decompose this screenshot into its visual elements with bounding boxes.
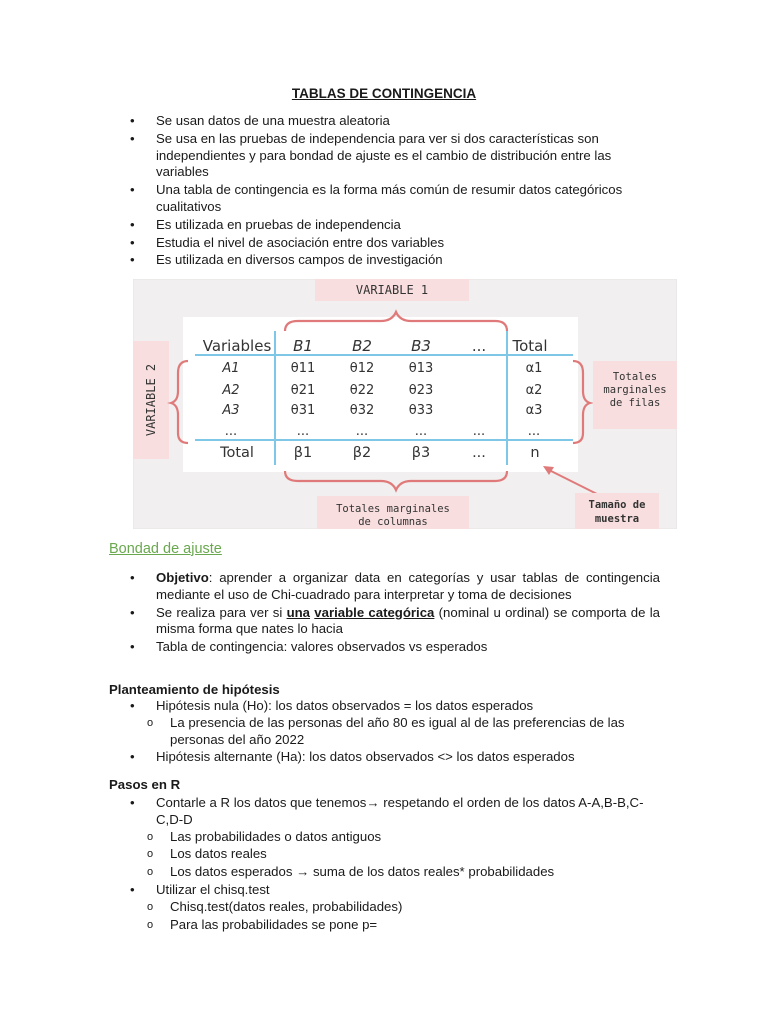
cell-alpha3: α3 xyxy=(525,403,543,418)
cell-theta21: θ21 xyxy=(290,383,316,398)
bullet-icon: • xyxy=(130,130,135,146)
bullet-icon: • xyxy=(130,182,135,198)
cell-dots-1: ... xyxy=(296,424,310,439)
hipotesis-bullet-list xyxy=(130,698,660,767)
bullet-icon: • xyxy=(130,639,135,655)
list-item: • Se usa en las pruebas de independencia para ver si dos características son independientes y para bondad de ajuste es el cambio de distribución entre las variables xyxy=(130,130,612,180)
bullet-icon: • xyxy=(130,216,135,232)
row-label-a2: A2 xyxy=(222,383,240,398)
list-item: • Hipótesis nula (Ho): los datos observados = los datos esperados o La presencia de las personas del año 80 es igual al de las preferencias de las personas del año 2022 xyxy=(130,698,660,748)
bullet-icon: • xyxy=(130,749,135,765)
bullet-icon: • xyxy=(130,795,135,810)
intro-bullet-list xyxy=(130,113,660,270)
bondad-heading: Bondad de ajuste xyxy=(109,541,222,557)
total-row-label: Total xyxy=(220,445,254,461)
list-item: o Los datos esperados → suma de los datos reales* probabilidades xyxy=(147,864,555,880)
cell-dots-3: ... xyxy=(414,424,428,439)
cell-alpha1: α1 xyxy=(525,361,543,376)
row-margins-label-line1: Totales xyxy=(612,371,658,383)
bullet-icon: • xyxy=(130,252,135,268)
sub-bullet-icon: o xyxy=(147,848,154,861)
cell-theta23: θ23 xyxy=(408,383,434,398)
sample-size-label-line1: Tamaño de xyxy=(588,499,646,511)
cell-n: n xyxy=(530,445,540,461)
sub-bullet-icon: o xyxy=(147,866,154,879)
header-b3: B3 xyxy=(411,337,431,355)
cell-theta31: θ31 xyxy=(290,403,316,418)
list-item: • Objetivo: aprender a organizar data en categorías y usar tablas de contingencia mediante el uso de Chi-cuadrado para interpretar y toma de decisiones xyxy=(130,570,660,602)
cell-theta33: θ33 xyxy=(408,403,434,418)
row-margins-label-line2: marginales xyxy=(603,384,667,396)
hipotesis-sub-list xyxy=(130,715,660,749)
header-total: Total xyxy=(512,337,548,355)
list-item: • Es utilizada en pruebas de independencia xyxy=(130,216,401,232)
header-b2: B2 xyxy=(352,337,372,355)
variable1-label: VARIABLE 1 xyxy=(355,283,429,297)
pasos-sub-list-1 xyxy=(130,829,660,881)
list-item: o Los datos reales xyxy=(147,846,267,862)
header-dots: ... xyxy=(471,337,487,355)
row-label-dots: ... xyxy=(224,424,238,439)
bullet-icon: • xyxy=(130,570,135,585)
sub-bullet-icon: o xyxy=(147,716,154,729)
variable-categorica-emphasis: variable categórica xyxy=(314,604,435,620)
cell-theta11: θ11 xyxy=(290,361,316,376)
list-item: • Utilizar el chisq.test o Chisq.test(datos reales, probabilidades) o Para las probabilidades se pone p= xyxy=(130,882,660,933)
pasos-bullet-list xyxy=(130,795,660,934)
list-item: o Para las probabilidades se pone p= xyxy=(147,916,378,932)
objetivo-label: Objetivo xyxy=(156,570,209,585)
variable2-label: VARIABLE 2 xyxy=(144,363,158,437)
sub-bullet-icon: o xyxy=(147,918,154,931)
list-item: • Estudia el nivel de asociación entre dos variables xyxy=(130,234,445,250)
bullet-icon: • xyxy=(130,698,135,713)
list-item: • Es utilizada en diversos campos de investigación xyxy=(130,252,443,268)
list-item: o La presencia de las personas del año 80 es igual al de las preferencias de las personas del año 2022 xyxy=(147,714,625,747)
row-label-a3: A3 xyxy=(222,403,240,418)
sample-size-label-line2: muestra xyxy=(594,513,640,525)
cell-dots-5: ... xyxy=(527,424,541,439)
list-item: • Se realiza para ver si una variable categórica (nominal u ordinal) se comporta de la misma forma que nates lo hacia xyxy=(130,604,660,637)
bullet-icon: • xyxy=(130,604,135,620)
list-item: • Se usan datos de una muestra aleatoria xyxy=(130,113,390,128)
cell-theta22: θ22 xyxy=(349,383,375,398)
cell-theta12: θ12 xyxy=(349,361,375,376)
bullet-icon: • xyxy=(130,234,135,250)
total-row-dots: ... xyxy=(472,445,486,461)
sample-size-arrow xyxy=(547,469,603,497)
cell-theta13: θ13 xyxy=(408,361,434,376)
list-item: o Chisq.test(datos reales, probabilidades) xyxy=(147,898,403,914)
cell-alpha2: α2 xyxy=(525,383,543,398)
list-item: • Hipótesis alternante (Ha): los datos observados <> los datos esperados xyxy=(130,749,575,765)
contingency-table-diagram xyxy=(133,279,677,529)
bondad-bullet-list xyxy=(130,570,660,657)
row-label-a1: A1 xyxy=(222,361,240,376)
bottom-brace xyxy=(285,471,507,490)
cell-dots-2: ... xyxy=(355,424,369,439)
pasos-heading: Pasos en R xyxy=(109,777,181,792)
cell-beta2: β2 xyxy=(352,445,372,461)
cell-beta1: β1 xyxy=(293,445,313,461)
cell-beta3: β3 xyxy=(411,445,431,461)
bullet-icon: • xyxy=(130,113,135,128)
page-title: TABLAS DE CONTINGENCIA xyxy=(291,86,477,101)
col-margins-label-line2: de columnas xyxy=(358,516,428,528)
bullet-icon: • xyxy=(130,881,135,897)
cell-theta32: θ32 xyxy=(349,403,375,418)
sub-bullet-icon: o xyxy=(147,900,154,913)
sub-bullet-icon: o xyxy=(147,830,154,843)
cell-dots-4: ... xyxy=(472,424,486,439)
row-margins-label-line3: de filas xyxy=(609,397,661,409)
contingency-table-figure xyxy=(133,279,677,529)
list-item: • Contarle a R los datos que tenemos→ respetando el orden de los datos A-A,B-B,C-C,D-D o Las probabilidades o datos antiguos o Los datos reales o Los datos esperados → suma de los datos reales* probabilidades xyxy=(130,795,660,881)
pasos-sub-list-2 xyxy=(130,899,660,934)
col-margins-label-line1: Totales marginales xyxy=(336,503,450,515)
una-emphasis: una xyxy=(286,604,311,620)
list-item: o Las probabilidades o datos antiguos xyxy=(147,828,382,844)
list-item: • Tabla de contingencia: valores observados vs esperados xyxy=(130,639,488,655)
header-variables: Variables xyxy=(202,337,272,355)
hipotesis-heading: Planteamiento de hipótesis xyxy=(109,682,280,697)
header-b1: B1 xyxy=(293,337,313,355)
list-item: • Una tabla de contingencia es la forma más común de resumir datos categóricos cualitativos xyxy=(130,182,623,214)
